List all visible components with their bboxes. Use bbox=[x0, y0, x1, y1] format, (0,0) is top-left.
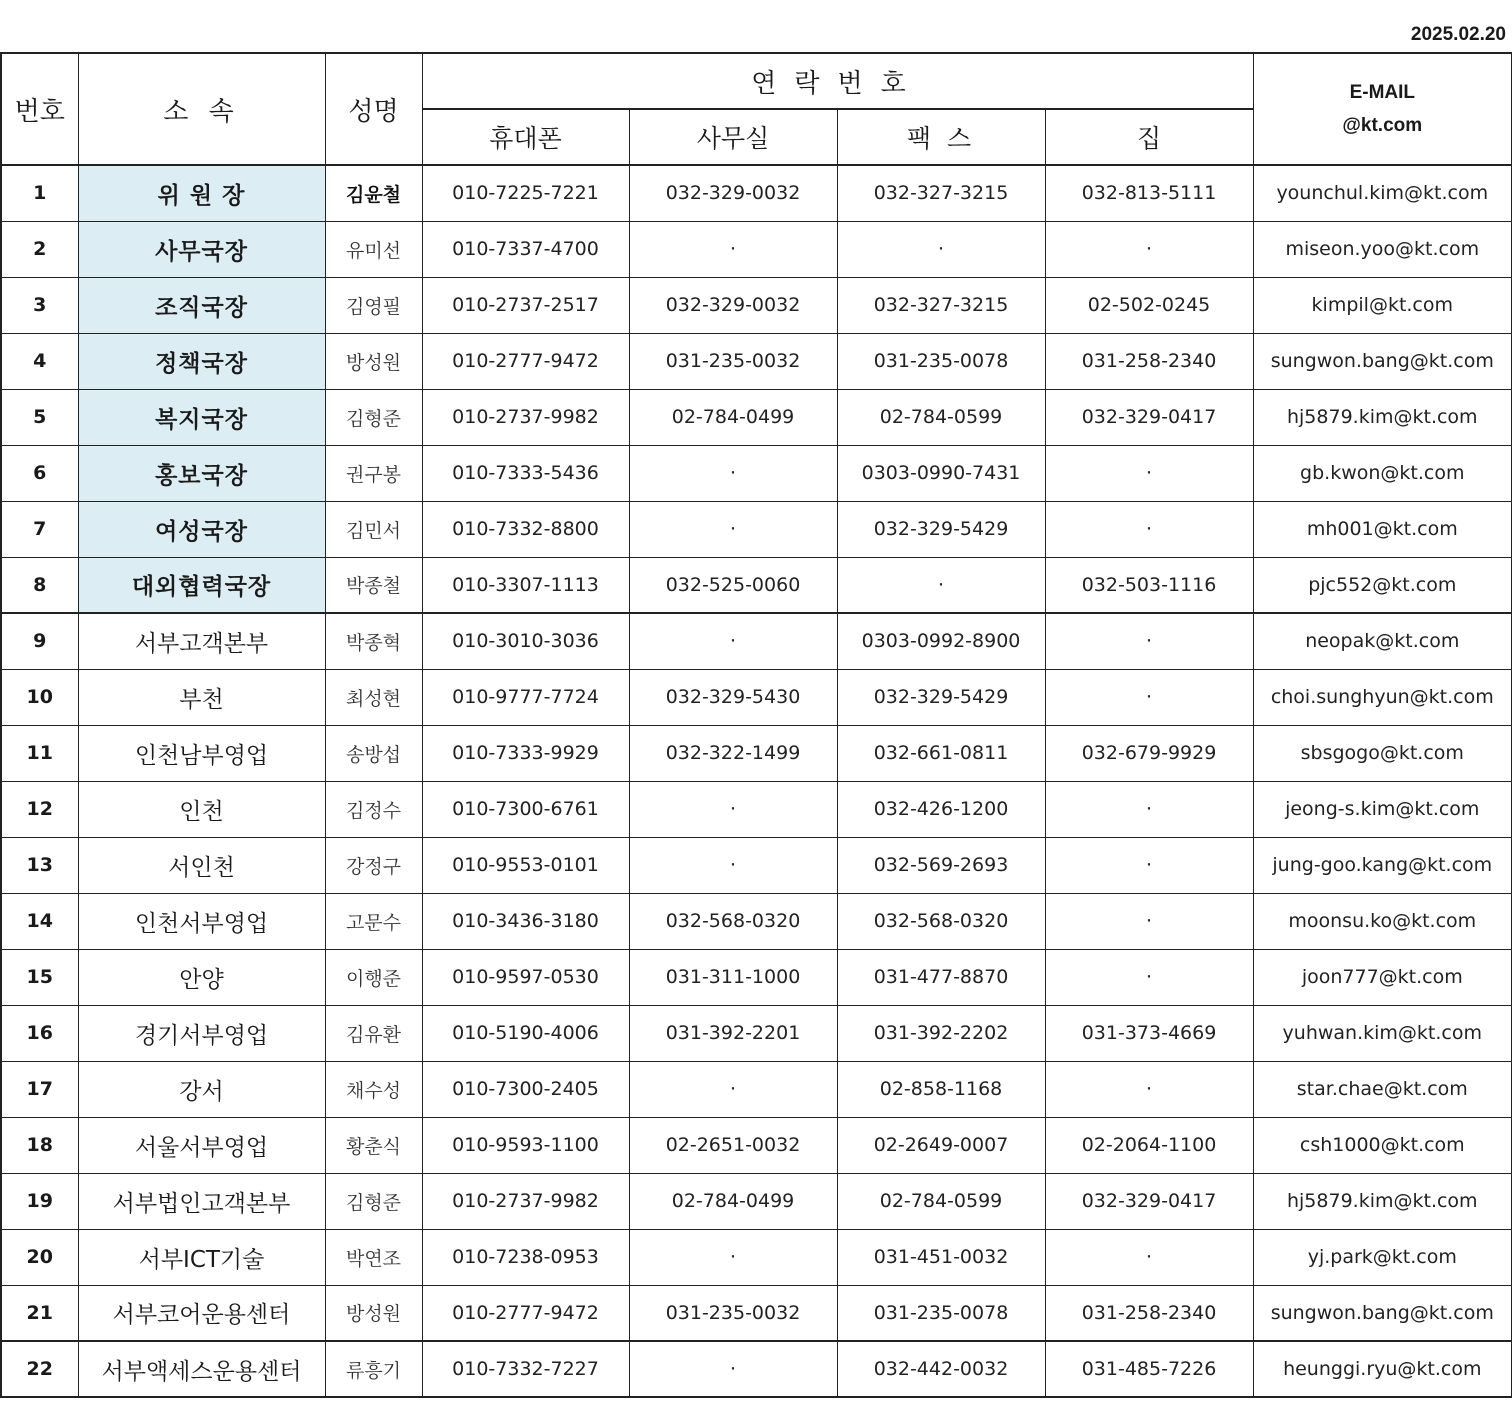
table-header bbox=[1, 53, 1512, 165]
office-phone: 031-235-0032 bbox=[629, 333, 837, 389]
table-row bbox=[1, 1229, 1512, 1285]
department: 강서 bbox=[78, 1061, 325, 1117]
person-name: 이행준 bbox=[325, 949, 422, 1005]
fax-number: 032-442-0032 bbox=[837, 1341, 1045, 1397]
header-contact-numbers: 연락번호 bbox=[422, 53, 1253, 109]
mobile-phone: 010-3436-3180 bbox=[422, 893, 629, 949]
office-phone: 032-329-5430 bbox=[629, 669, 837, 725]
mobile-phone: 010-7337-4700 bbox=[422, 221, 629, 277]
office-phone: 02-784-0499 bbox=[629, 389, 837, 445]
email-address: jung-goo.kang@kt.com bbox=[1253, 837, 1512, 893]
department: 여성국장 bbox=[78, 501, 325, 557]
email-address: yuhwan.kim@kt.com bbox=[1253, 1005, 1512, 1061]
table-row bbox=[1, 1061, 1512, 1117]
row-number: 17 bbox=[1, 1061, 78, 1117]
office-phone: 031-235-0032 bbox=[629, 1285, 837, 1341]
table-row bbox=[1, 893, 1512, 949]
fax-number: 0303-0990-7431 bbox=[837, 445, 1045, 501]
office-phone: · bbox=[629, 1341, 837, 1397]
home-phone: 032-329-0417 bbox=[1045, 1173, 1253, 1229]
department: 대외협력국장 bbox=[78, 557, 325, 613]
person-name: 박종철 bbox=[325, 557, 422, 613]
table-row bbox=[1, 1285, 1512, 1341]
table-row bbox=[1, 949, 1512, 1005]
home-phone: 031-373-4669 bbox=[1045, 1005, 1253, 1061]
department: 인천 bbox=[78, 781, 325, 837]
row-number: 11 bbox=[1, 725, 78, 781]
mobile-phone: 010-7225-7221 bbox=[422, 165, 629, 221]
department: 복지국장 bbox=[78, 389, 325, 445]
header-department: 소 속 bbox=[78, 53, 325, 165]
header-name: 성명 bbox=[325, 53, 422, 165]
home-phone: · bbox=[1045, 781, 1253, 837]
table-row bbox=[1, 1341, 1512, 1397]
home-phone: 032-329-0417 bbox=[1045, 389, 1253, 445]
mobile-phone: 010-2777-9472 bbox=[422, 333, 629, 389]
fax-number: 032-327-3215 bbox=[837, 165, 1045, 221]
header-email-domain: @kt.com bbox=[1342, 115, 1423, 136]
fax-number: 031-477-8870 bbox=[837, 949, 1045, 1005]
home-phone: · bbox=[1045, 613, 1253, 669]
office-phone: 02-784-0499 bbox=[629, 1173, 837, 1229]
email-address: pjc552@kt.com bbox=[1253, 557, 1512, 613]
mobile-phone: 010-5190-4006 bbox=[422, 1005, 629, 1061]
row-number: 6 bbox=[1, 445, 78, 501]
person-name: 김유환 bbox=[325, 1005, 422, 1061]
home-phone: · bbox=[1045, 445, 1253, 501]
mobile-phone: 010-2777-9472 bbox=[422, 1285, 629, 1341]
email-address: mh001@kt.com bbox=[1253, 501, 1512, 557]
mobile-phone: 010-9593-1100 bbox=[422, 1117, 629, 1173]
header-office: 사무실 bbox=[629, 109, 837, 165]
office-phone: · bbox=[629, 1061, 837, 1117]
department: 부천 bbox=[78, 669, 325, 725]
table-row bbox=[1, 781, 1512, 837]
email-address: sungwon.bang@kt.com bbox=[1253, 333, 1512, 389]
table-row bbox=[1, 277, 1512, 333]
email-address: sungwon.bang@kt.com bbox=[1253, 1285, 1512, 1341]
fax-number: 02-858-1168 bbox=[837, 1061, 1045, 1117]
fax-number: 032-426-1200 bbox=[837, 781, 1045, 837]
email-address: hj5879.kim@kt.com bbox=[1253, 389, 1512, 445]
email-address: sbsgogo@kt.com bbox=[1253, 725, 1512, 781]
mobile-phone: 010-7300-2405 bbox=[422, 1061, 629, 1117]
office-phone: · bbox=[629, 837, 837, 893]
person-name: 김형준 bbox=[325, 1173, 422, 1229]
mobile-phone: 010-7238-0953 bbox=[422, 1229, 629, 1285]
department: 조직국장 bbox=[78, 277, 325, 333]
email-address: heunggi.ryu@kt.com bbox=[1253, 1341, 1512, 1397]
person-name: 방성원 bbox=[325, 333, 422, 389]
home-phone: · bbox=[1045, 1229, 1253, 1285]
row-number: 16 bbox=[1, 1005, 78, 1061]
email-address: miseon.yoo@kt.com bbox=[1253, 221, 1512, 277]
person-name: 송방섭 bbox=[325, 725, 422, 781]
fax-number: · bbox=[837, 557, 1045, 613]
home-phone: 032-813-5111 bbox=[1045, 165, 1253, 221]
person-name: 유미선 bbox=[325, 221, 422, 277]
table-row bbox=[1, 669, 1512, 725]
fax-number: 031-235-0078 bbox=[837, 333, 1045, 389]
table-row bbox=[1, 501, 1512, 557]
table-row bbox=[1, 389, 1512, 445]
row-number: 19 bbox=[1, 1173, 78, 1229]
fax-number: 031-451-0032 bbox=[837, 1229, 1045, 1285]
header-email bbox=[1253, 53, 1512, 165]
table-row bbox=[1, 445, 1512, 501]
contact-directory-table bbox=[0, 52, 1512, 1398]
table-row bbox=[1, 557, 1512, 613]
fax-number: 032-327-3215 bbox=[837, 277, 1045, 333]
department: 서울서부영업 bbox=[78, 1117, 325, 1173]
row-number: 5 bbox=[1, 389, 78, 445]
mobile-phone: 010-7333-5436 bbox=[422, 445, 629, 501]
department: 정책국장 bbox=[78, 333, 325, 389]
person-name: 김영필 bbox=[325, 277, 422, 333]
department: 서부ICT기술 bbox=[78, 1229, 325, 1285]
email-address: yj.park@kt.com bbox=[1253, 1229, 1512, 1285]
row-number: 21 bbox=[1, 1285, 78, 1341]
header-home: 집 bbox=[1045, 109, 1253, 165]
person-name: 최성현 bbox=[325, 669, 422, 725]
table-row bbox=[1, 165, 1512, 221]
fax-number: 031-392-2202 bbox=[837, 1005, 1045, 1061]
fax-number: 031-235-0078 bbox=[837, 1285, 1045, 1341]
department: 서부코어운용센터 bbox=[78, 1285, 325, 1341]
row-number: 12 bbox=[1, 781, 78, 837]
department: 위 원 장 bbox=[78, 165, 325, 221]
fax-number: 032-329-5429 bbox=[837, 501, 1045, 557]
row-number: 2 bbox=[1, 221, 78, 277]
email-address: younchul.kim@kt.com bbox=[1253, 165, 1512, 221]
row-number: 8 bbox=[1, 557, 78, 613]
mobile-phone: 010-2737-2517 bbox=[422, 277, 629, 333]
person-name: 강정구 bbox=[325, 837, 422, 893]
row-number: 7 bbox=[1, 501, 78, 557]
mobile-phone: 010-2737-9982 bbox=[422, 389, 629, 445]
office-phone: · bbox=[629, 613, 837, 669]
email-address: jeong-s.kim@kt.com bbox=[1253, 781, 1512, 837]
header-email-label: E-MAIL bbox=[1349, 82, 1415, 103]
person-name: 고문수 bbox=[325, 893, 422, 949]
person-name: 김민서 bbox=[325, 501, 422, 557]
row-number: 3 bbox=[1, 277, 78, 333]
mobile-phone: 010-3307-1113 bbox=[422, 557, 629, 613]
table-body bbox=[1, 165, 1512, 1397]
person-name: 김윤철 bbox=[325, 165, 422, 221]
home-phone: · bbox=[1045, 1061, 1253, 1117]
department: 서부고객본부 bbox=[78, 613, 325, 669]
email-address: moonsu.ko@kt.com bbox=[1253, 893, 1512, 949]
home-phone: · bbox=[1045, 669, 1253, 725]
table-row bbox=[1, 333, 1512, 389]
mobile-phone: 010-9553-0101 bbox=[422, 837, 629, 893]
row-number: 9 bbox=[1, 613, 78, 669]
fax-number: 032-568-0320 bbox=[837, 893, 1045, 949]
department: 서부법인고객본부 bbox=[78, 1173, 325, 1229]
home-phone: · bbox=[1045, 221, 1253, 277]
mobile-phone: 010-9597-0530 bbox=[422, 949, 629, 1005]
row-number: 14 bbox=[1, 893, 78, 949]
person-name: 방성원 bbox=[325, 1285, 422, 1341]
row-number: 1 bbox=[1, 165, 78, 221]
home-phone: 032-503-1116 bbox=[1045, 557, 1253, 613]
office-phone: 031-392-2201 bbox=[629, 1005, 837, 1061]
table-row bbox=[1, 1005, 1512, 1061]
header-fax: 팩 스 bbox=[837, 109, 1045, 165]
office-phone: · bbox=[629, 1229, 837, 1285]
person-name: 김정수 bbox=[325, 781, 422, 837]
person-name: 박종혁 bbox=[325, 613, 422, 669]
mobile-phone: 010-7332-8800 bbox=[422, 501, 629, 557]
person-name: 황춘식 bbox=[325, 1117, 422, 1173]
fax-number: 032-569-2693 bbox=[837, 837, 1045, 893]
person-name: 권구봉 bbox=[325, 445, 422, 501]
row-number: 4 bbox=[1, 333, 78, 389]
person-name: 채수성 bbox=[325, 1061, 422, 1117]
email-address: star.chae@kt.com bbox=[1253, 1061, 1512, 1117]
office-phone: 032-568-0320 bbox=[629, 893, 837, 949]
department: 안양 bbox=[78, 949, 325, 1005]
fax-number: 02-784-0599 bbox=[837, 389, 1045, 445]
row-number: 22 bbox=[1, 1341, 78, 1397]
mobile-phone: 010-3010-3036 bbox=[422, 613, 629, 669]
department: 인천남부영업 bbox=[78, 725, 325, 781]
office-phone: 02-2651-0032 bbox=[629, 1117, 837, 1173]
row-number: 20 bbox=[1, 1229, 78, 1285]
email-address: joon777@kt.com bbox=[1253, 949, 1512, 1005]
office-phone: · bbox=[629, 781, 837, 837]
header-number: 번호 bbox=[1, 53, 78, 165]
row-number: 15 bbox=[1, 949, 78, 1005]
office-phone: · bbox=[629, 445, 837, 501]
row-number: 10 bbox=[1, 669, 78, 725]
document-date: 2025.02.20 bbox=[1410, 24, 1506, 45]
home-phone: · bbox=[1045, 949, 1253, 1005]
home-phone: 031-258-2340 bbox=[1045, 333, 1253, 389]
person-name: 류흥기 bbox=[325, 1341, 422, 1397]
fax-number: · bbox=[837, 221, 1045, 277]
office-phone: 031-311-1000 bbox=[629, 949, 837, 1005]
office-phone: · bbox=[629, 221, 837, 277]
home-phone: 031-485-7226 bbox=[1045, 1341, 1253, 1397]
row-number: 18 bbox=[1, 1117, 78, 1173]
email-address: kimpil@kt.com bbox=[1253, 277, 1512, 333]
table-row bbox=[1, 1117, 1512, 1173]
home-phone: 032-679-9929 bbox=[1045, 725, 1253, 781]
email-address: choi.sunghyun@kt.com bbox=[1253, 669, 1512, 725]
email-address: neopak@kt.com bbox=[1253, 613, 1512, 669]
mobile-phone: 010-7332-7227 bbox=[422, 1341, 629, 1397]
email-address: csh1000@kt.com bbox=[1253, 1117, 1512, 1173]
home-phone: 02-2064-1100 bbox=[1045, 1117, 1253, 1173]
fax-number: 032-329-5429 bbox=[837, 669, 1045, 725]
mobile-phone: 010-9777-7724 bbox=[422, 669, 629, 725]
person-name: 김형준 bbox=[325, 389, 422, 445]
mobile-phone: 010-7300-6761 bbox=[422, 781, 629, 837]
table-row bbox=[1, 1173, 1512, 1229]
department: 서인천 bbox=[78, 837, 325, 893]
home-phone: 02-502-0245 bbox=[1045, 277, 1253, 333]
table-row bbox=[1, 837, 1512, 893]
home-phone: 031-258-2340 bbox=[1045, 1285, 1253, 1341]
department: 경기서부영업 bbox=[78, 1005, 325, 1061]
department: 인천서부영업 bbox=[78, 893, 325, 949]
mobile-phone: 010-7333-9929 bbox=[422, 725, 629, 781]
office-phone: · bbox=[629, 501, 837, 557]
fax-number: 02-784-0599 bbox=[837, 1173, 1045, 1229]
email-address: hj5879.kim@kt.com bbox=[1253, 1173, 1512, 1229]
fax-number: 0303-0992-8900 bbox=[837, 613, 1045, 669]
header-mobile: 휴대폰 bbox=[422, 109, 629, 165]
home-phone: · bbox=[1045, 501, 1253, 557]
department: 서부액세스운용센터 bbox=[78, 1341, 325, 1397]
office-phone: 032-322-1499 bbox=[629, 725, 837, 781]
office-phone: 032-329-0032 bbox=[629, 277, 837, 333]
office-phone: 032-525-0060 bbox=[629, 557, 837, 613]
row-number: 13 bbox=[1, 837, 78, 893]
email-address: gb.kwon@kt.com bbox=[1253, 445, 1512, 501]
department: 사무국장 bbox=[78, 221, 325, 277]
mobile-phone: 010-2737-9982 bbox=[422, 1173, 629, 1229]
home-phone: · bbox=[1045, 893, 1253, 949]
fax-number: 02-2649-0007 bbox=[837, 1117, 1045, 1173]
table-row bbox=[1, 221, 1512, 277]
department: 홍보국장 bbox=[78, 445, 325, 501]
fax-number: 032-661-0811 bbox=[837, 725, 1045, 781]
table-row bbox=[1, 725, 1512, 781]
person-name: 박연조 bbox=[325, 1229, 422, 1285]
home-phone: · bbox=[1045, 837, 1253, 893]
table-row bbox=[1, 613, 1512, 669]
office-phone: 032-329-0032 bbox=[629, 165, 837, 221]
